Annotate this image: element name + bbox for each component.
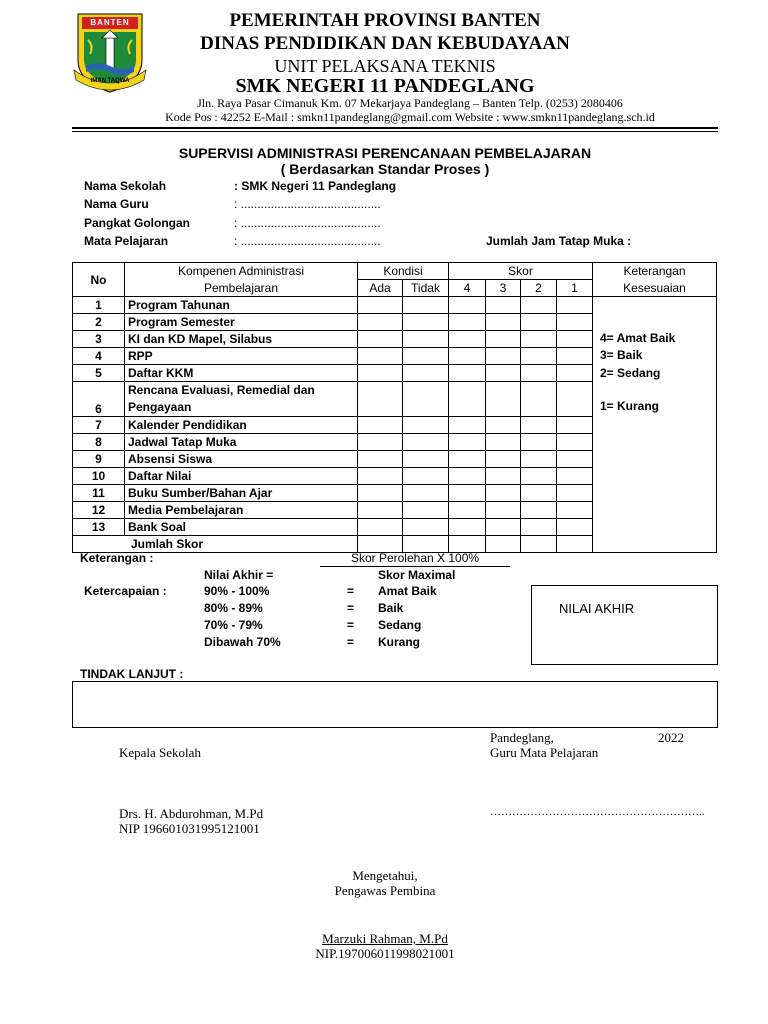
score-cell[interactable] bbox=[521, 434, 557, 451]
rank-label: Pangkat Golongan bbox=[84, 216, 191, 230]
tidak-cell[interactable] bbox=[403, 468, 449, 485]
fraction-line bbox=[320, 566, 510, 567]
score-cell[interactable] bbox=[486, 451, 521, 468]
logo-text-bottom: IMAN TAQWA bbox=[90, 78, 130, 84]
score-1-header: 1 bbox=[557, 280, 593, 297]
row-item: Program Semester bbox=[125, 314, 358, 331]
ada-cell[interactable] bbox=[358, 297, 403, 314]
col-note-header-2: Kesesuaian bbox=[593, 280, 717, 297]
col-condition-header: Kondisi bbox=[358, 263, 449, 280]
row-number: 2 bbox=[73, 314, 125, 331]
score-cell[interactable] bbox=[557, 434, 593, 451]
score-cell[interactable] bbox=[521, 297, 557, 314]
tidak-cell[interactable] bbox=[403, 417, 449, 434]
row-number: 7 bbox=[73, 417, 125, 434]
row-item: Media Pembelajaran bbox=[125, 502, 358, 519]
score-cell[interactable] bbox=[557, 502, 593, 519]
row-number: 6 bbox=[73, 382, 125, 417]
sign-year: 2022 bbox=[658, 730, 684, 745]
legend-kurang: 1= Kurang bbox=[600, 399, 660, 413]
range-eq: = bbox=[347, 584, 355, 598]
header-rule-thin bbox=[72, 131, 718, 132]
school-label: Nama Sekolah bbox=[84, 179, 167, 193]
row-number: 10 bbox=[73, 468, 125, 485]
formula-denominator: Skor Maximal bbox=[378, 568, 456, 582]
tidak-cell[interactable] bbox=[403, 331, 449, 348]
score-cell[interactable] bbox=[486, 485, 521, 502]
form-title: SUPERVISI ADMINISTRASI PERENCANAAN PEMBELAJARAN bbox=[178, 145, 592, 161]
range-baik: 80% - 89% bbox=[204, 601, 263, 615]
final-score-box-label: NILAI AKHIR bbox=[559, 601, 635, 616]
range-grade: Amat Baik bbox=[378, 584, 437, 598]
tidak-cell[interactable] bbox=[403, 348, 449, 365]
row-number: 13 bbox=[73, 519, 125, 536]
col-score-header: Skor bbox=[449, 263, 593, 280]
score-cell[interactable] bbox=[486, 314, 521, 331]
row-item: Program Tahunan bbox=[125, 297, 358, 314]
score-total[interactable] bbox=[449, 536, 486, 553]
school-value: : SMK Negeri 11 Pandeglang bbox=[234, 179, 397, 193]
range-eq: = bbox=[347, 601, 355, 615]
form-subtitle: ( Berdasarkan Standar Proses ) bbox=[280, 161, 490, 177]
ada-cell[interactable] bbox=[358, 434, 403, 451]
row-number: 8 bbox=[73, 434, 125, 451]
ada-cell[interactable] bbox=[358, 314, 403, 331]
total-label-text: Jumlah Skor bbox=[131, 537, 204, 551]
score-cell[interactable] bbox=[521, 348, 557, 365]
score-cell[interactable] bbox=[449, 468, 486, 485]
score-cell[interactable] bbox=[521, 519, 557, 536]
range-grade: Kurang bbox=[378, 635, 420, 649]
score-cell[interactable] bbox=[486, 365, 521, 382]
col-tidak-header: Tidak bbox=[403, 280, 449, 297]
row-item bbox=[125, 382, 358, 417]
header-school: SMK NEGERI 11 PANDEGLANG bbox=[235, 75, 535, 97]
row-item-line-1: Rencana Evaluasi, Remedial dan bbox=[128, 383, 315, 397]
score-total[interactable] bbox=[486, 536, 521, 553]
row-number: 12 bbox=[73, 502, 125, 519]
rank-value[interactable]: : .......................................... bbox=[234, 216, 381, 230]
range-sedang: 70% - 79% bbox=[204, 618, 263, 632]
header-contact: Kode Pos : 42252 E-Mail : smkn11pandeglang@gmail.com Website : www.smkn11pandeglang.sch.id bbox=[165, 110, 655, 124]
score-cell[interactable] bbox=[521, 451, 557, 468]
score-cell[interactable] bbox=[557, 485, 593, 502]
score-cell[interactable] bbox=[449, 297, 486, 314]
score-cell[interactable] bbox=[521, 468, 557, 485]
header-rule bbox=[72, 127, 718, 129]
score-cell[interactable] bbox=[449, 314, 486, 331]
col-component-header-2: Pembelajaran bbox=[125, 280, 358, 297]
ada-cell[interactable] bbox=[358, 348, 403, 365]
score-cell[interactable] bbox=[486, 434, 521, 451]
score-cell[interactable] bbox=[557, 451, 593, 468]
hours-label: Jumlah Jam Tatap Muka : bbox=[486, 234, 632, 248]
final-score-label: Nilai Akhir = bbox=[204, 568, 274, 582]
score-cell[interactable] bbox=[449, 348, 486, 365]
score-cell[interactable] bbox=[557, 468, 593, 485]
row-number: 11 bbox=[73, 485, 125, 502]
score-cell[interactable] bbox=[486, 297, 521, 314]
total-label bbox=[73, 536, 358, 553]
logo-text-top: BANTEN bbox=[90, 18, 130, 27]
range-grade: Baik bbox=[378, 601, 404, 615]
ada-cell[interactable] bbox=[358, 519, 403, 536]
score-cell[interactable] bbox=[449, 434, 486, 451]
score-total[interactable] bbox=[557, 536, 593, 553]
tidak-cell[interactable] bbox=[403, 382, 449, 417]
score-cell[interactable] bbox=[521, 365, 557, 382]
score-cell[interactable] bbox=[521, 314, 557, 331]
score-cell[interactable] bbox=[557, 348, 593, 365]
tidak-cell[interactable] bbox=[403, 451, 449, 468]
teacher-title: Guru Mata Pelajaran bbox=[490, 745, 599, 760]
score-cell[interactable] bbox=[486, 331, 521, 348]
header-government: PEMERINTAH PROVINSI BANTEN bbox=[229, 10, 541, 31]
subject-value[interactable]: : .......................................... bbox=[234, 234, 381, 248]
row-item: Bank Soal bbox=[125, 519, 358, 536]
achievement-label: Ketercapaian : bbox=[84, 584, 167, 598]
score-cell[interactable] bbox=[486, 519, 521, 536]
range-eq: = bbox=[347, 618, 355, 632]
score-cell[interactable] bbox=[557, 365, 593, 382]
row-number: 1 bbox=[73, 297, 125, 314]
score-cell[interactable] bbox=[557, 331, 593, 348]
principal-name: Drs. H. Abdurohman, M.Pd bbox=[119, 806, 264, 821]
tidak-cell[interactable] bbox=[403, 365, 449, 382]
subject-label: Mata Pelajaran bbox=[84, 234, 169, 248]
score-cell[interactable] bbox=[521, 485, 557, 502]
score-4-header: 4 bbox=[449, 280, 486, 297]
score-cell[interactable] bbox=[449, 519, 486, 536]
tidak-cell[interactable] bbox=[403, 434, 449, 451]
score-cell[interactable] bbox=[557, 417, 593, 434]
ada-cell[interactable] bbox=[358, 417, 403, 434]
row-item: Kalender Pendidikan bbox=[125, 417, 358, 434]
score-cell[interactable] bbox=[486, 348, 521, 365]
principal-title: Kepala Sekolah bbox=[119, 745, 201, 760]
table-row bbox=[73, 297, 717, 314]
row-item: Jadwal Tatap Muka bbox=[125, 434, 358, 451]
supervisor-nip: NIP.197006011998021001 bbox=[315, 946, 455, 961]
ada-cell[interactable] bbox=[358, 331, 403, 348]
tidak-cell[interactable] bbox=[403, 485, 449, 502]
ada-cell[interactable] bbox=[358, 468, 403, 485]
ada-cell[interactable] bbox=[358, 382, 403, 417]
score-cell[interactable] bbox=[557, 519, 593, 536]
range-amat-baik: 90% - 100% bbox=[204, 584, 270, 598]
header-unit: UNIT PELAKSANA TEKNIS bbox=[274, 56, 496, 76]
score-cell[interactable] bbox=[486, 417, 521, 434]
sign-place: Pandeglang, bbox=[490, 730, 554, 745]
row-number: 5 bbox=[73, 365, 125, 382]
score-cell[interactable] bbox=[486, 502, 521, 519]
tidak-cell[interactable] bbox=[403, 314, 449, 331]
score-cell[interactable] bbox=[521, 417, 557, 434]
score-2-header: 2 bbox=[521, 280, 557, 297]
score-cell[interactable] bbox=[557, 297, 593, 314]
ada-cell[interactable] bbox=[358, 365, 403, 382]
score-cell[interactable] bbox=[557, 382, 593, 417]
supervisor-title: Pengawas Pembina bbox=[334, 883, 436, 898]
range-eq: = bbox=[347, 635, 355, 649]
teacher-value[interactable]: : .......................................... bbox=[234, 197, 381, 211]
tidak-cell[interactable] bbox=[403, 297, 449, 314]
score-cell[interactable] bbox=[449, 502, 486, 519]
ada-total[interactable] bbox=[358, 536, 403, 553]
legend-amat-baik: 4= Amat Baik bbox=[600, 331, 676, 345]
score-cell[interactable] bbox=[449, 485, 486, 502]
col-component-header: Kompenen Administrasi bbox=[125, 263, 358, 280]
range-grade: Sedang bbox=[378, 618, 422, 632]
range-kurang: Dibawah 70% bbox=[204, 635, 281, 649]
row-number: 4 bbox=[73, 348, 125, 365]
header-address: Jln. Raya Pasar Cimanuk Km. 07 Mekarjaya Pandeglang – Banten Telp. (0253) 2080406 bbox=[197, 96, 623, 110]
row-item: Absensi Siswa bbox=[125, 451, 358, 468]
tidak-cell[interactable] bbox=[403, 519, 449, 536]
col-ada-header: Ada bbox=[358, 280, 403, 297]
acknowledged-label: Mengetahui, bbox=[352, 868, 418, 883]
followup-label: TINDAK LANJUT : bbox=[80, 667, 184, 681]
score-cell[interactable] bbox=[449, 417, 486, 434]
score-cell[interactable] bbox=[449, 331, 486, 348]
logo bbox=[72, 10, 148, 94]
followup-box[interactable] bbox=[72, 681, 718, 728]
score-cell[interactable] bbox=[521, 382, 557, 417]
ada-cell[interactable] bbox=[358, 485, 403, 502]
row-number: 3 bbox=[73, 331, 125, 348]
row-number: 9 bbox=[73, 451, 125, 468]
score-cell[interactable] bbox=[521, 502, 557, 519]
col-no-header: No bbox=[73, 263, 125, 297]
score-total[interactable] bbox=[521, 536, 557, 553]
teacher-label: Nama Guru bbox=[84, 197, 149, 211]
legend-baik: 3= Baik bbox=[600, 348, 643, 362]
principal-nip: NIP 196601031995121001 bbox=[119, 821, 260, 836]
row-item: Daftar Nilai bbox=[125, 468, 358, 485]
ada-cell[interactable] bbox=[358, 451, 403, 468]
score-cell[interactable] bbox=[521, 331, 557, 348]
score-3-header: 3 bbox=[486, 280, 521, 297]
note-label: Keterangan : bbox=[80, 551, 154, 565]
tidak-cell[interactable] bbox=[403, 502, 449, 519]
score-cell[interactable] bbox=[486, 468, 521, 485]
teacher-signature-line[interactable]: ………………………………………………….. bbox=[490, 806, 705, 818]
row-item: Buku Sumber/Bahan Ajar bbox=[125, 485, 358, 502]
row-item-line-2: Pengayaan bbox=[128, 400, 192, 414]
col-note-header: Keterangan bbox=[593, 263, 717, 280]
row-item: KI dan KD Mapel, Silabus bbox=[125, 331, 358, 348]
header-department: DINAS PENDIDIKAN DAN KEBUDAYAAN bbox=[200, 33, 570, 54]
row-item: Daftar KKM bbox=[125, 365, 358, 382]
row-item: RPP bbox=[125, 348, 358, 365]
formula-numerator: Skor Perolehan X 100% bbox=[350, 551, 480, 565]
score-cell[interactable] bbox=[486, 382, 521, 417]
tidak-total[interactable] bbox=[403, 536, 449, 553]
score-cell[interactable] bbox=[449, 382, 486, 417]
legend-sedang: 2= Sedang bbox=[600, 366, 661, 380]
final-score-box[interactable] bbox=[531, 585, 718, 665]
supervisor-name: Marzuki Rahman, M.Pd bbox=[322, 931, 448, 946]
score-cell[interactable] bbox=[449, 451, 486, 468]
ada-cell[interactable] bbox=[358, 502, 403, 519]
score-cell[interactable] bbox=[449, 365, 486, 382]
score-cell[interactable] bbox=[557, 314, 593, 331]
